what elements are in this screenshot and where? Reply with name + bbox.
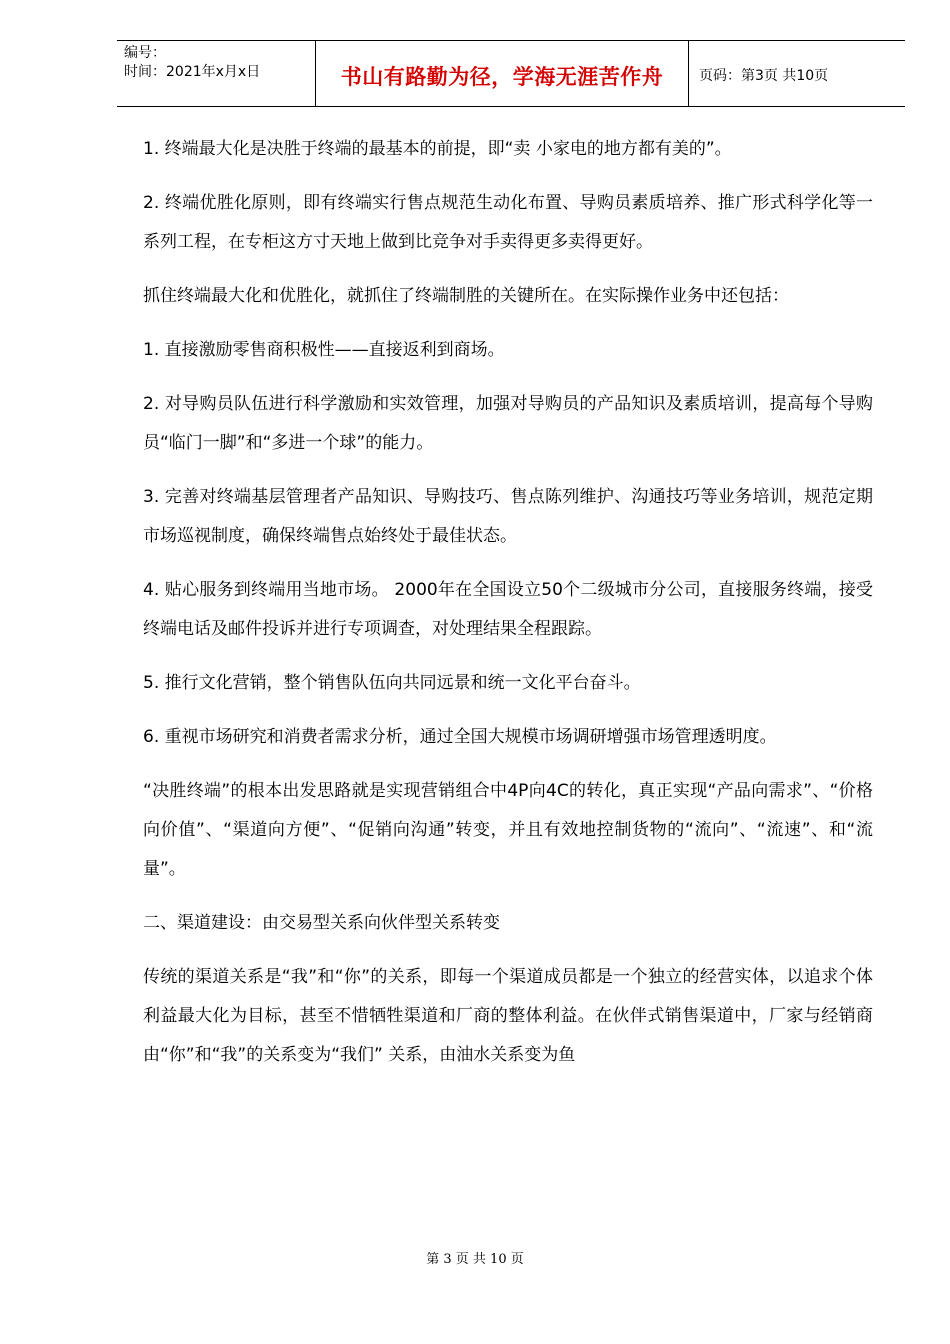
paragraph: 抓住终端最大化和优胜化，就抓住了终端制胜的关键所在。在实际操作业务中还包括： (143, 286, 789, 306)
header-page-info: 页码：第3页 共10页 (699, 68, 829, 84)
header-divider-2 (688, 40, 689, 107)
page-header (117, 40, 905, 108)
paragraph: 1. 终端最大化是决胜于终端的最基本的前提，即“卖 小家电的地方都有美的”。 (143, 139, 732, 159)
document-body (143, 130, 873, 1090)
paragraph: 4. 贴心服务到终端用当地市场。 2000年在全国设立50个二级城市分公司，直接服务终端，接受终端电话及邮件投诉并进行专项调查，对处理结果全程跟踪。 (143, 580, 873, 639)
paragraph: 2. 对导购员队伍进行科学激励和实效管理，加强对导购员的产品知识及素质培训，提高每个导购员“临门一脚”和“多进一个球”的能力。 (143, 394, 873, 453)
paragraph: 6. 重视市场研究和消费者需求分析，通过全国大规模市场调研增强市场管理透明度。 (143, 727, 777, 747)
time-label: 时间：2021年x月x日 (124, 64, 261, 80)
page-footer: 第 3 页 共 10 页 (426, 1252, 524, 1267)
paragraph: 传统的渠道关系是“我”和“你”的关系，即每一个渠道成员都是一个独立的经营实体，以追求个体利益最大化为目标，甚至不惜牺牲渠道和厂商的整体利益。在伙伴式销售渠道中，厂家与经销商由“你”和“我”的关系变为“我们” 关系，由油水关系变为鱼 (143, 967, 873, 1065)
header-motto: 书山有路勤为径，学海无涯苦作舟 (340, 64, 664, 89)
header-meta (124, 44, 260, 82)
serial-label: 编号： (124, 45, 166, 61)
header-top-rule (117, 40, 905, 41)
header-bottom-rule (117, 106, 905, 107)
paragraph: 5. 推行文化营销，整个销售队伍向共同远景和统一文化平台奋斗。 (143, 673, 641, 693)
paragraph: 2. 终端优胜化原则，即有终端实行售点规范生动化布置、导购员素质培养、推广形式科学化等一系列工程，在专柜这方寸天地上做到比竞争对手卖得更多卖得更好。 (143, 193, 873, 252)
paragraph: 3. 完善对终端基层管理者产品知识、导购技巧、售点陈列维护、沟通技巧等业务培训，规范定期市场巡视制度，确保终端售点始终处于最佳状态。 (143, 487, 873, 546)
section-heading: 二、渠道建设：由交易型关系向伙伴型关系转变 (143, 913, 500, 933)
paragraph: “决胜终端”的根本出发思路就是实现营销组合中4P向4C的转化，真正实现“产品向需求”、“价格向价值”、“渠道向方便”、“促销向沟通”转变，并且有效地控制货物的“流向”、“流速”、和“流量”。 (143, 781, 873, 879)
paragraph: 1. 直接激励零售商积极性——直接返利到商场。 (143, 340, 505, 360)
